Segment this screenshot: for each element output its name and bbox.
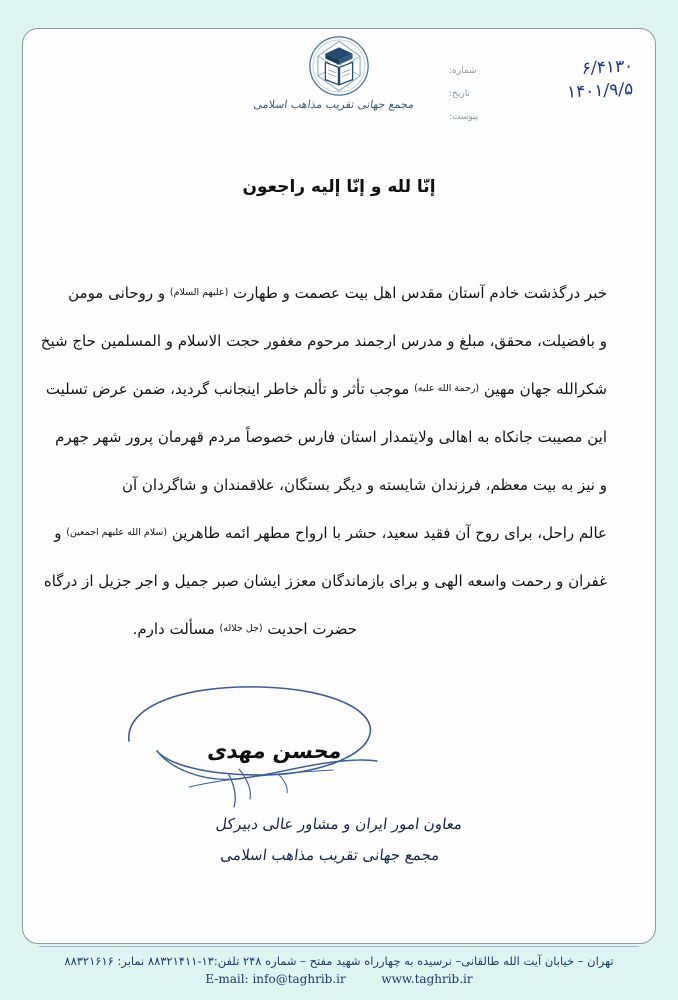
body-line <box>67 461 607 509</box>
reference-number-label: شماره: <box>449 66 477 76</box>
body-line <box>55 413 607 461</box>
reference-date-label: تاریخ: <box>449 89 470 99</box>
body-line <box>43 557 607 605</box>
reference-number-value: ۶/۴۱۳۰ <box>581 56 634 79</box>
reference-attachment-label: پیوست: <box>449 112 479 122</box>
letterhead <box>23 29 655 149</box>
reference-block <box>447 53 637 122</box>
footer-address: تهران – خیابان آیت الله طالقانی– نرسیده به چهارراه شهید مفتح – شماره ۲۴۸ تلفن:۱۳-۸۸۳۲۱۴۱۱ نمابر: ۸۸۳۲۱۶۱۶ <box>64 954 614 968</box>
body-line-text: عالم راحل، برای روح آن فقید سعید، حشر با ارواح مطهر ائمه طاهرین <box>167 524 607 542</box>
letter-body <box>40 269 607 653</box>
footer-divider <box>39 946 639 947</box>
body-line <box>45 365 607 413</box>
body-line-text: غفران و رحمت واسعه الهی و برای بازماندگان معزز ایشان صبر جمیل و اجر جزیل از درگاه <box>43 572 607 590</box>
reference-attachment-value <box>501 108 637 129</box>
body-line-tail: موجب تأثر و تألم خاطر اینجانب گردید، ضمن عرض تسلیت <box>45 380 415 398</box>
body-line-tail: مسألت دارم. <box>132 620 220 638</box>
body-line-tail: و روحانی مومن <box>68 284 170 302</box>
body-line-text: و بافضیلت، محقق، مبلغ و مدرس ارجمند مرحوم مغفور حجت الاسلام و المسلمین حاج شیخ <box>40 332 607 350</box>
signatory-organization: مجمع جهانی تقریب مذاهب اسلامی <box>219 846 441 864</box>
body-line-text: شکرالله جهان مهین <box>479 380 607 398</box>
body-line-honorific: (سلام الله علیهم اجمعین) <box>66 527 168 538</box>
logo-caption: مجمع جهانی تقریب مذاهب اسلامی <box>252 98 415 111</box>
footer-contact <box>0 970 678 988</box>
footer-website[interactable]: www.taghrib.ir <box>381 972 473 986</box>
body-line-text: و نیز به بیت معظم، فرزندان شایسته و دیگر بستگان، علاقمندان و شاگردان آن <box>121 476 607 494</box>
body-line-text: حضرت احدیت <box>262 620 357 638</box>
body-line-tail: و <box>54 524 67 542</box>
body-line <box>54 509 607 557</box>
signature-name: محسن مهدی <box>205 739 345 763</box>
body-line-honorific: (علیهم السلام) <box>169 287 229 298</box>
letter-title: إنّا لله و إنّا إليه راجعون <box>242 177 436 197</box>
body-line-honorific: (جل جلاله) <box>219 623 263 634</box>
signatory-title: معاون امور ایران و مشاور عالی دبیرکل <box>214 815 464 833</box>
reference-date-value: ۱۴۰۱/۹/۵ <box>566 79 634 103</box>
body-line-text: این مصیبت جانکاه به اهالی ولایتمدار استان فارس خصوصاً مردم قهرمان پرور شهر جهرم <box>55 428 607 446</box>
page-footer <box>0 946 678 988</box>
signature-caption <box>23 809 655 871</box>
body-line <box>67 605 607 653</box>
body-line-text: خبر درگذشت خادم آستان مقدس اهل بیت عصمت و طهارت <box>228 284 607 302</box>
body-line <box>40 317 607 365</box>
body-line-honorific: (رحمة الله علیه) <box>414 383 480 394</box>
reference-number-row <box>447 53 637 79</box>
letter-sheet <box>22 28 656 944</box>
footer-email[interactable]: E-mail: info@taghrib.ir <box>205 972 346 986</box>
body-line <box>67 269 607 317</box>
organization-logo <box>252 35 415 111</box>
open-book-emblem-icon <box>308 35 370 97</box>
signature-block <box>23 679 655 909</box>
